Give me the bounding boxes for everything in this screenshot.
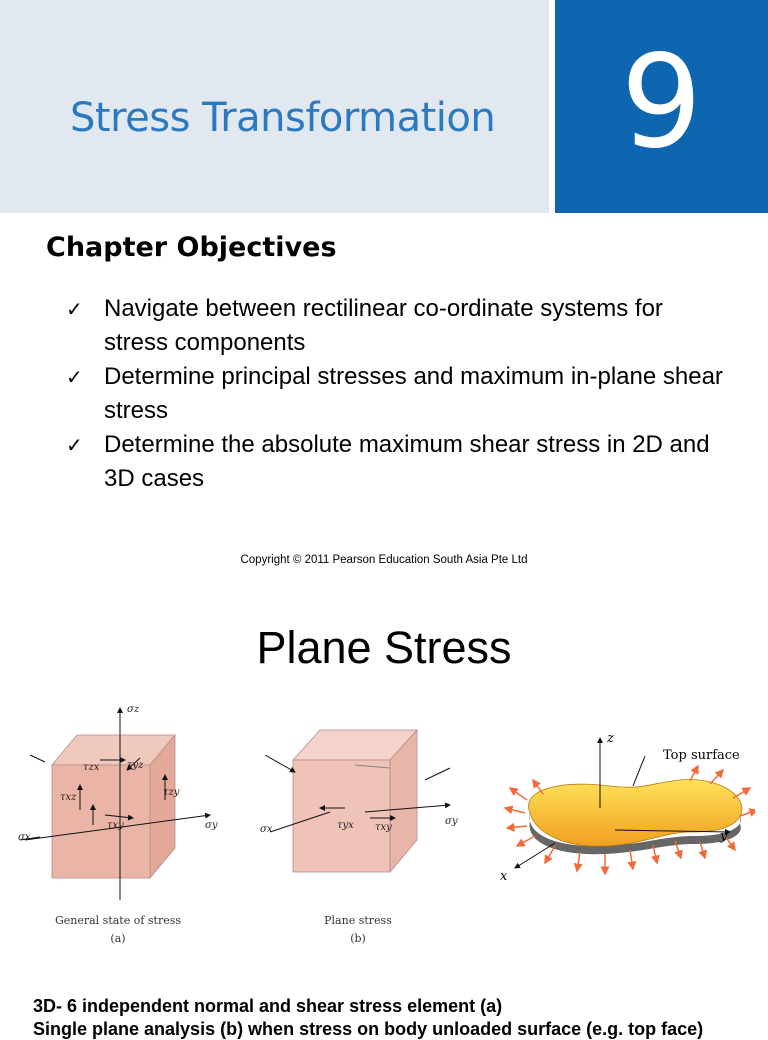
objective-text: Determine the absolute maximum shear stress in 2D and 3D cases <box>104 431 710 492</box>
x-axis-label: x <box>500 869 508 884</box>
objective-text: Navigate between rectilinear co-ordinate systems for stress components <box>104 295 663 356</box>
y-axis-label: y <box>720 829 728 844</box>
copyright-notice: Copyright © 2011 Pearson Education South Asia Pte Ltd <box>240 554 528 566</box>
check-icon: ✓ <box>66 433 83 457</box>
chapter-number-box <box>555 0 768 213</box>
tau-xz-label: τxz <box>60 792 77 803</box>
figure-b-caption: Plane stress <box>324 914 392 927</box>
tau-xy-label: τxy <box>375 822 392 833</box>
figure-general-stress <box>15 700 225 950</box>
chapter-header <box>0 0 768 213</box>
objective-text: Determine principal stresses and maximum in-plane shear stress <box>104 363 723 424</box>
tau-xy-label: τxy <box>107 820 124 831</box>
tau-zy-label: τzy <box>163 787 180 798</box>
sigma-z-label: σz <box>127 704 140 715</box>
sigma-y-label: σy <box>445 816 458 827</box>
tau-zx-label: τzx <box>83 762 100 773</box>
figure-a-caption: General state of stress <box>54 914 182 927</box>
objective-item <box>66 292 726 360</box>
chapter-title: Stress Transformation <box>70 95 496 141</box>
sigma-x-label: σx <box>18 832 31 843</box>
figure-top-surface-body <box>495 728 755 888</box>
chapter-number: 9 <box>620 28 703 177</box>
top-surface-label: Top surface <box>663 748 740 763</box>
check-icon: ✓ <box>66 365 83 389</box>
tau-yz-label: τyz <box>127 760 144 771</box>
sigma-y-label: σy <box>205 820 218 831</box>
tau-yx-label: τyx <box>337 820 354 831</box>
z-axis-label: z <box>607 731 614 746</box>
check-icon: ✓ <box>66 297 83 321</box>
figure-plane-stress <box>255 700 475 950</box>
objectives-heading: Chapter Objectives <box>46 232 337 263</box>
figure-b-label: (b) <box>350 932 366 945</box>
figure-a-label: (a) <box>110 932 126 945</box>
slide-note-line-2: Single plane analysis (b) when stress on body unloaded surface (e.g. top face) <box>33 1019 704 1039</box>
objective-item <box>66 428 726 496</box>
slide-note-line-1: 3D- 6 independent normal and shear stress element (a) <box>33 996 503 1016</box>
title-band <box>0 0 549 213</box>
sigma-x-label: σx <box>260 824 273 835</box>
objectives-list <box>66 292 726 496</box>
slide-title: Plane Stress <box>256 622 512 673</box>
objective-item <box>66 360 726 428</box>
